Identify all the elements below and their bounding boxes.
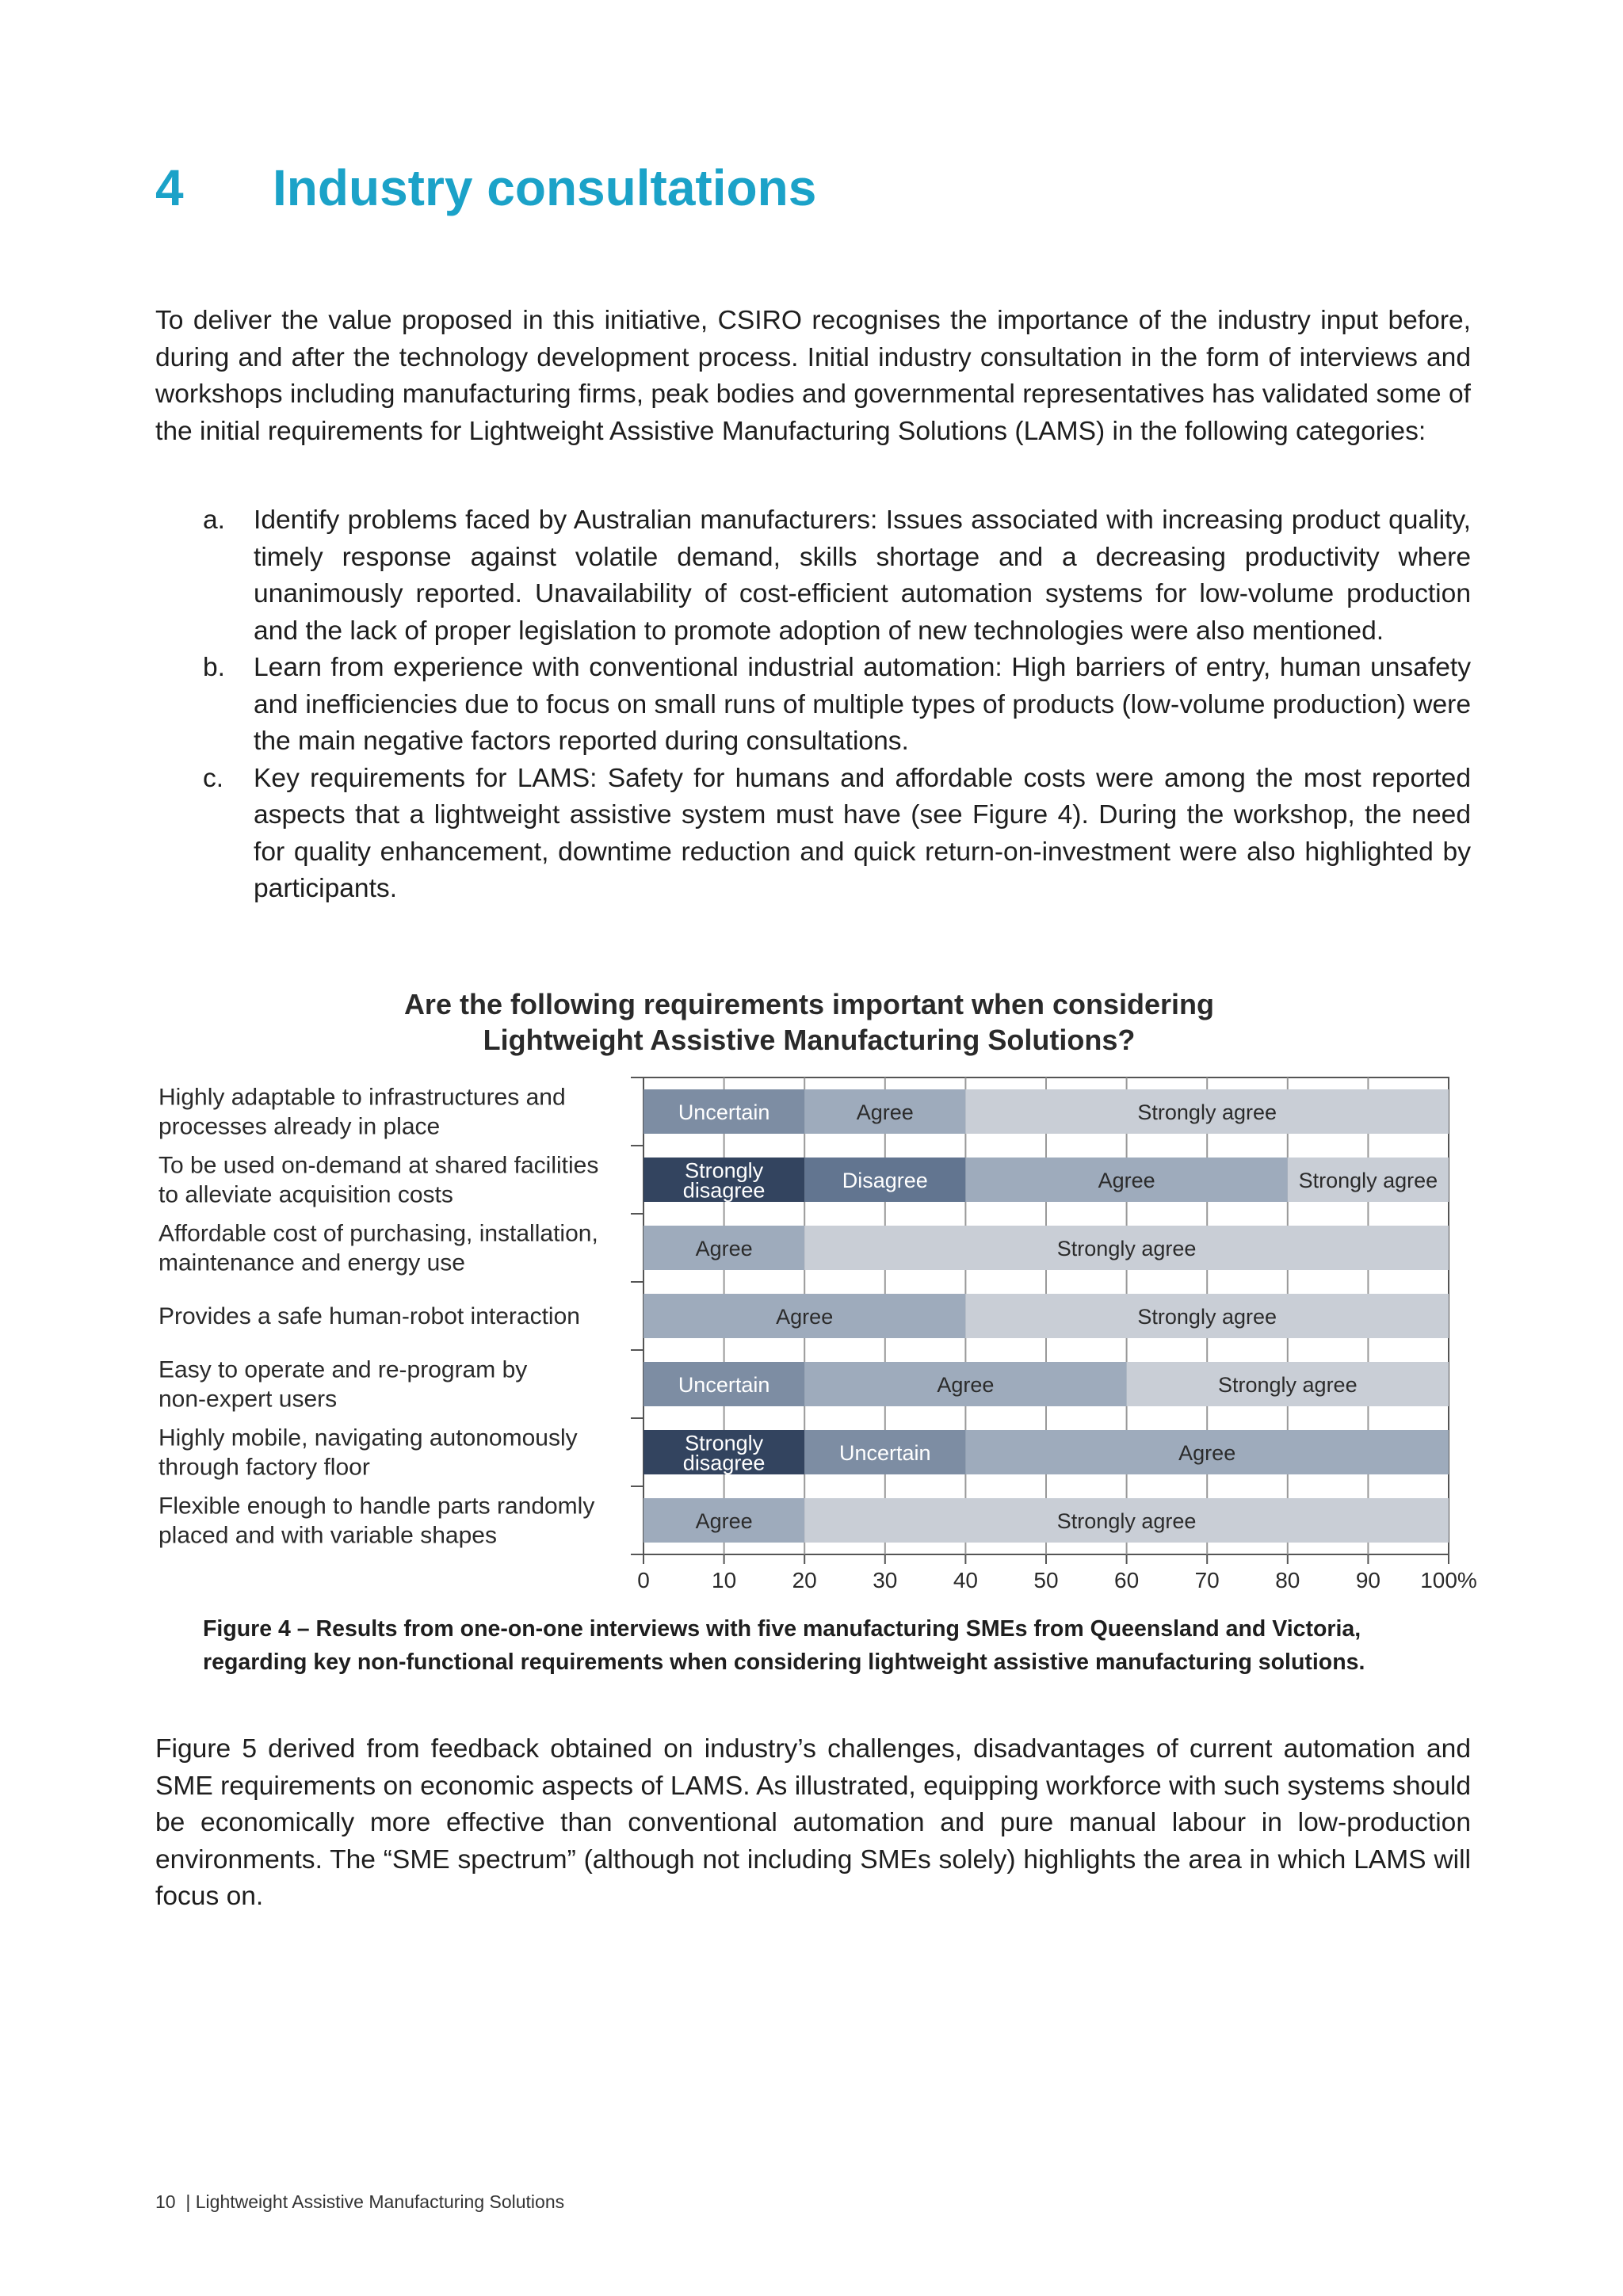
bar-data-label: Strongly agree bbox=[1137, 1305, 1277, 1329]
category-label: Highly mobile, navigating autonomously through factory floor bbox=[158, 1425, 578, 1481]
bar-data-label: Strongly disagree bbox=[682, 1431, 766, 1475]
list-marker: c. bbox=[203, 763, 224, 793]
bar-data-label: Agree bbox=[1098, 1169, 1155, 1192]
figure-4 bbox=[155, 986, 1477, 1676]
bar-data-label: Strongly agree bbox=[1217, 1373, 1358, 1397]
bar-data-label: Uncertain bbox=[678, 1100, 770, 1124]
list-marker: b. bbox=[203, 653, 226, 682]
section-title: Industry consultations bbox=[273, 159, 817, 216]
x-tick-label: 0 bbox=[637, 1568, 650, 1592]
x-tick-label: 100% bbox=[1420, 1568, 1477, 1592]
bar-data-label: Agree bbox=[856, 1100, 914, 1124]
list-item-text: Learn from experience with conventional industrial automation: High barriers of entry, human unsafety and inefficiencies due to focus on small runs of multiple types of products (low-volume production) were the main negative factors reported during consultations. bbox=[254, 653, 1471, 756]
closing-paragraph: Figure 5 derived from feedback obtained on industry’s challenges, disadvantages of current automation and SME requirements on economic aspects of LAMS. As illustrated, equipping workforce with such systems should be economically more effective than conventional automation and pure manual labour in low-production environments. The “SME spectrum” (although not including SMEs solely) highlights the area in which LAMS will focus on. bbox=[155, 1734, 1471, 1911]
x-tick-label: 20 bbox=[792, 1568, 817, 1592]
list-item-text: Identify problems faced by Australian manufacturers: Issues associated with increasing product quality, timely response against volatile demand, skills shortage and a decreasing productivity where unanimously reported. Unavailability of cost-efficient automation systems for low-volume production and the lack of proper legislation to promote adoption of new technologies were also mentioned. bbox=[254, 505, 1471, 646]
x-tick-label: 10 bbox=[712, 1568, 737, 1592]
requirements-list bbox=[155, 502, 1471, 908]
list-item bbox=[155, 502, 1471, 650]
list-item bbox=[155, 761, 1471, 908]
x-tick-label: 70 bbox=[1194, 1568, 1220, 1592]
bar-data-label: Agree bbox=[695, 1509, 753, 1533]
list-item-text: Key requirements for LAMS: Safety for humans and affordable costs were among the most reported aspects that a lightweight assistive system must have (see Figure 4). During the workshop, the need for quality enhancement, downtime reduction and quick return-on-investment were also highlighted by participants. bbox=[254, 763, 1471, 903]
list-item bbox=[155, 650, 1471, 761]
stacked-bar-chart bbox=[155, 986, 1477, 1604]
footer-document-title: Lightweight Assistive Manufacturing Solutions bbox=[195, 2191, 565, 2212]
bar-data-label: Uncertain bbox=[839, 1441, 931, 1465]
figure-caption: Figure 4 – Results from one-on-one interviews with five manufacturing SMEs from Queensland and Victoria, regarding key non-functional requirements when considering lightweight assistive manufacturing solutions. bbox=[203, 1616, 1365, 1675]
chart-title-line: Are the following requirements important when considering bbox=[403, 988, 1215, 1020]
bar-data-label: Uncertain bbox=[678, 1373, 770, 1397]
category-label: Provides a safe human-robot interaction bbox=[158, 1303, 580, 1329]
bar-data-label: Agree bbox=[695, 1237, 753, 1261]
bar-data-label: Strongly agree bbox=[1298, 1169, 1438, 1192]
bar-data-label: Disagree bbox=[842, 1169, 928, 1192]
category-label: Highly adaptable to infrastructures and processes already in place bbox=[158, 1084, 566, 1140]
x-tick-label: 40 bbox=[953, 1568, 978, 1592]
footer-separator: | bbox=[185, 2191, 191, 2212]
bar-data-label: Agree bbox=[776, 1305, 834, 1329]
x-tick-label: 80 bbox=[1275, 1568, 1300, 1592]
x-tick-label: 50 bbox=[1033, 1568, 1059, 1592]
section-heading bbox=[155, 158, 816, 217]
bar-data-label: Strongly disagree bbox=[682, 1158, 766, 1203]
bar-data-label: Strongly agree bbox=[1056, 1237, 1197, 1261]
chart-title-line: Lightweight Assistive Manufacturing Solutions? bbox=[483, 1024, 1136, 1056]
x-tick-label: 60 bbox=[1114, 1568, 1140, 1592]
bar-data-label: Strongly agree bbox=[1056, 1509, 1197, 1533]
bar-data-label: Strongly agree bbox=[1137, 1100, 1277, 1124]
category-label: To be used on-demand at shared facilities to alleviate acquisition costs bbox=[158, 1152, 599, 1208]
page-footer bbox=[155, 2191, 564, 2213]
x-tick-label: 30 bbox=[873, 1568, 898, 1592]
category-label: Flexible enough to handle parts randomly placed and with variable shapes bbox=[158, 1493, 595, 1549]
section-number: 4 bbox=[155, 159, 184, 216]
page-number: 10 bbox=[155, 2191, 176, 2212]
x-tick-label: 90 bbox=[1355, 1568, 1381, 1592]
intro-paragraph: To deliver the value proposed in this initiative, CSIRO recognises the importance of the industry input before, during and after the technology development process. Initial industry consultation in the form of interviews and workshops including manufacturing firms, peak bodies and governmental representatives has validated some of the initial requirements for Lightweight Assistive Manufacturing Solutions (LAMS) in the following categories: bbox=[155, 306, 1471, 446]
bar-data-label: Agree bbox=[937, 1373, 995, 1397]
category-label: Affordable cost of purchasing, installation, maintenance and energy use bbox=[158, 1220, 598, 1276]
bar-data-label: Agree bbox=[1178, 1441, 1236, 1465]
list-marker: a. bbox=[203, 505, 226, 535]
category-label: Easy to operate and re-program by non-expert users bbox=[158, 1356, 528, 1413]
